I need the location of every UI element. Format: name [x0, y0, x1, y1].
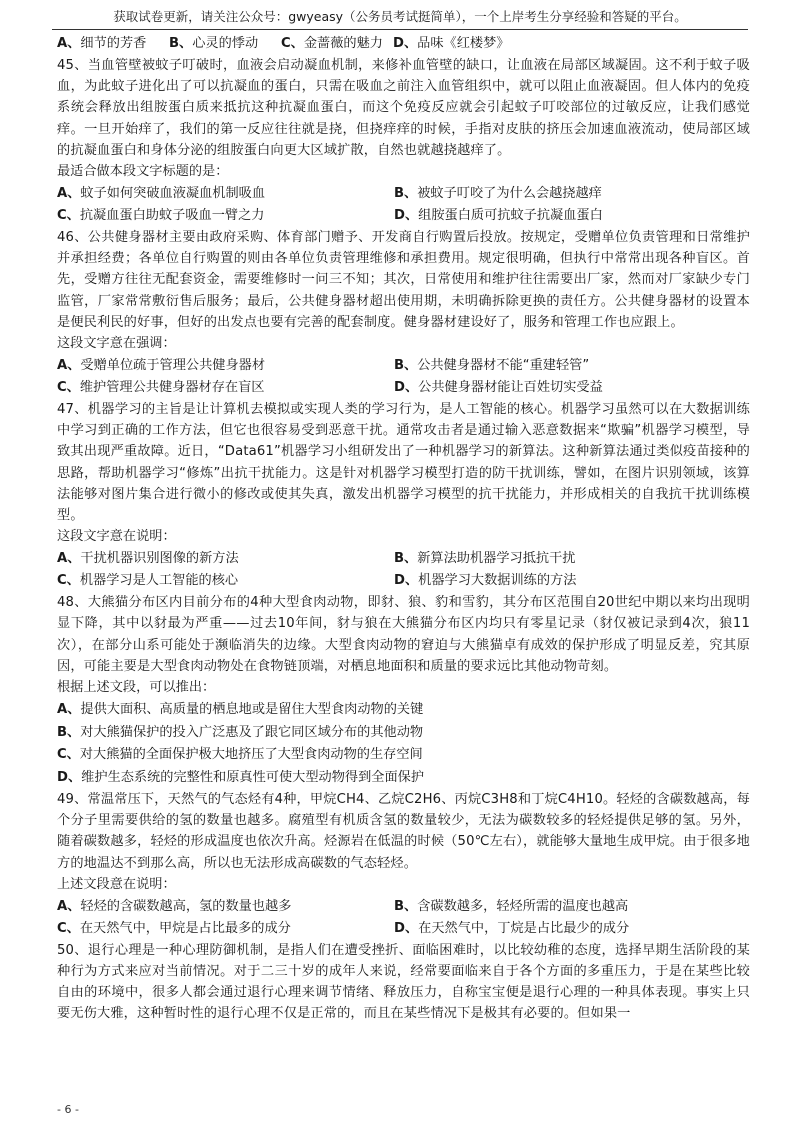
- q49-options-row1: [57, 896, 750, 918]
- q46-passage: 46、公共健身器材主要由政府采购、体育部门赠予、开发商自行购置后投放。按规定，受赠单位负责管理和日常维护并承担经费；各单位自行购置的则由各单位负责管理维修和承担费用。规定很明确，但执行中常常出现各种盲区。首先，受赠方往往无配套资金，需要维修时一问三不知；其次，日常使用和维护往往需要出厂家，然而对厂家缺少专门监管，厂家常常敷衍售后服务；最后，公共健身器材超出使用期，未明确拆除更换的责任方。公共健身器材的设置本是便民利民的好事，但好的出发点也要有完善的配套制度。健身器材建设好了，服务和管理工作也应跟上。: [57, 230, 750, 330]
- option-b[interactable]: B、心灵的悸动: [169, 36, 259, 51]
- option-c[interactable]: C、机器学习是人工智能的核心: [57, 573, 239, 589]
- q45-stem: 最适合做本段文字标题的是：: [57, 164, 229, 180]
- option-c[interactable]: C、在天然气中，甲烷是占比最多的成分: [57, 920, 291, 936]
- q50-passage: 50、退行心理是一种心理防御机制，是指人们在遭受挫折、面临困难时，以比较幼稚的态度，选择早期生活阶段的某种行为方式来应对当前情况。对于二三十岁的成年人来说，经常要面临来自于各个方面的多重压力，于是在某些比较自由的环境中，很多人都会通过退行心理来调节情绪、释放压力，自称宝宝便是退行心理的一种具体表现。事实上只要无伤大雅，这种暂时性的退行心理不仅是正常的，而且在某些情况下是极其有必要的。但如果一: [57, 942, 750, 1022]
- q48-stem: 根据上述文段，可以推出：: [57, 680, 216, 696]
- option-d[interactable]: D、组胺蛋白质可抗蚊子抗凝血蛋白: [394, 208, 603, 224]
- q47-stem: 这段文字意在说明：: [57, 529, 176, 545]
- q46-options-row1: [57, 355, 750, 377]
- option-b[interactable]: B、被蚊子叮咬了为什么会越挠越痒: [394, 186, 602, 202]
- option-b[interactable]: B、含碳数越多，轻烃所需的温度也越高: [394, 898, 629, 914]
- q47-passage: 47、机器学习的主旨是让计算机去模拟或实现人类的学习行为，是人工智能的核心。机器学习虽然可以在大数据训练中学习到正确的工作方法，但它也很容易受到恶意干扰。通常攻击者是通过输入恶意数据来“欺骗”机器学习模型，导致其出现严重故障。近日，“Data61”机器学习小组研发出了一种机器学习的新算法。这种新算法通过类似疫苗接种的思路，帮助机器学习“修炼”出抗干扰能力。这是针对机器学习模型打造的防干扰训练，譬如，在图片识别领域，该算法能够对图片集合进行微小的修改或使其失真，激发出机器学习模型的抗干扰能力，并形成相关的自我抗干扰训练模型。: [57, 402, 750, 524]
- option-d[interactable]: D、公共健身器材能让百姓切实受益: [394, 380, 603, 396]
- option-c[interactable]: C、维护管理公共健身器材存在盲区: [57, 380, 265, 396]
- option-d[interactable]: D、机器学习大数据训练的方法: [394, 573, 577, 589]
- q48-passage: 48、大熊猫分布区内目前分布的4种大型食肉动物，即豺、狼、豹和雪豹，其分布区范围自20世纪中期以来均出现明显下降，其中以豺最为严重——过去10年间，豺与狼在大熊猫分布区内均只有零星记录（豺仅被记录到4次，狼11次），在部分山系可能处于濒临消失的边缘。大型食肉动物的窘迫与大熊猫卓有成效的保护形成了明显反差，究其原因，可能主要是大型食肉动物处在食物链顶端，对栖息地面积和质量的要求远比其他动物苛刻。: [57, 595, 750, 674]
- option-d[interactable]: D、品味《红楼梦》: [393, 36, 510, 51]
- q49-options-row2: [57, 918, 750, 940]
- q49-passage: 49、常温常压下，天然气的气态烃有4种，甲烷CH4、乙烷C2H6、丙烷C3H8和丁烷C4H10。轻烃的含碳数越高，每个分子里需要供给的氢的数量也越多。腐殖型有机质含氢的数量较少，无法为碳数较多的轻烃提供足够的氢。另外，随着碳数越多，轻烃的形成温度也依次升高。烃源岩在低温的时候（50℃左右），就能够大量地生成甲烷。由于很多地方的地温达不到那么高，所以也无法形成高碳数的气态轻烃。: [57, 792, 750, 871]
- option-c[interactable]: C、金蔷薇的魅力: [281, 36, 383, 51]
- q49-stem: 上述文段意在说明：: [57, 876, 176, 892]
- option-c[interactable]: C、对大熊猫的全面保护极大地挤压了大型食肉动物的生存空间: [57, 747, 423, 763]
- option-a[interactable]: A、提供大面积、高质量的栖息地或是留住大型食肉动物的关键: [57, 702, 424, 718]
- q45-passage: 45、当血管壁被蚊子叮破时，血液会启动凝血机制，来修补血管壁的缺口，让血液在局部区域凝固。这不利于蚊子吸血，为此蚊子进化出了可以抗凝血的蛋白，只需在吸血之前注入血管组织中，就可以阻止血液凝固。但人体内的免疫系统会释放出组胺蛋白质来抵抗这种抗凝血蛋白，而这个免疫反应就会引起蚊子叮咬部位的过敏反应，让我们感觉痒。一旦开始痒了，我们的第一反应往往就是挠，但挠痒痒的时候，手指对皮肤的挤压会加速血液流动，使局部区域的抗凝血蛋白和身体分泌的组胺蛋白向更大区域扩散，自然也就越挠越痒了。: [57, 58, 750, 158]
- q46-options-row2: [57, 377, 750, 399]
- page-header: 获取试卷更新，请关注公众号：gwyeasy（公务员考试挺简单），一个上岸考生分享经验和答疑的平台。: [52, 8, 748, 30]
- page-number: - 6 -: [57, 1103, 79, 1116]
- q47-options-row1: [57, 548, 750, 570]
- q47-options-row2: [57, 570, 750, 592]
- option-b[interactable]: B、对大熊猫保护的投入广泛惠及了跟它同区域分布的其他动物: [57, 724, 424, 740]
- option-a[interactable]: A、轻烃的含碳数越高，氢的数量也越多: [57, 898, 292, 914]
- exam-content: [57, 33, 750, 1025]
- q45-options-row2: [57, 205, 750, 227]
- option-c[interactable]: C、抗凝血蛋白助蚊子吸血一臂之力: [57, 208, 265, 224]
- option-a[interactable]: A、细节的芳香: [57, 36, 147, 51]
- q45-options-row1: [57, 183, 750, 205]
- option-d[interactable]: D、在天然气中，丁烷是占比最少的成分: [394, 920, 630, 936]
- option-a[interactable]: A、受赠单位疏于管理公共健身器材: [57, 358, 266, 374]
- option-a[interactable]: A、蚊子如何突破血液凝血机制吸血: [57, 186, 266, 202]
- option-b[interactable]: B、公共健身器材不能“重建轻管”: [394, 358, 590, 374]
- option-d[interactable]: D、维护生态系统的完整性和原真性可使大型动物得到全面保护: [57, 769, 425, 785]
- q46-stem: 这段文字意在强调：: [57, 336, 176, 352]
- option-b[interactable]: B、新算法助机器学习抵抗干扰: [394, 551, 576, 567]
- option-a[interactable]: A、干扰机器识别图像的新方法: [57, 551, 239, 567]
- q44-options: [57, 33, 750, 55]
